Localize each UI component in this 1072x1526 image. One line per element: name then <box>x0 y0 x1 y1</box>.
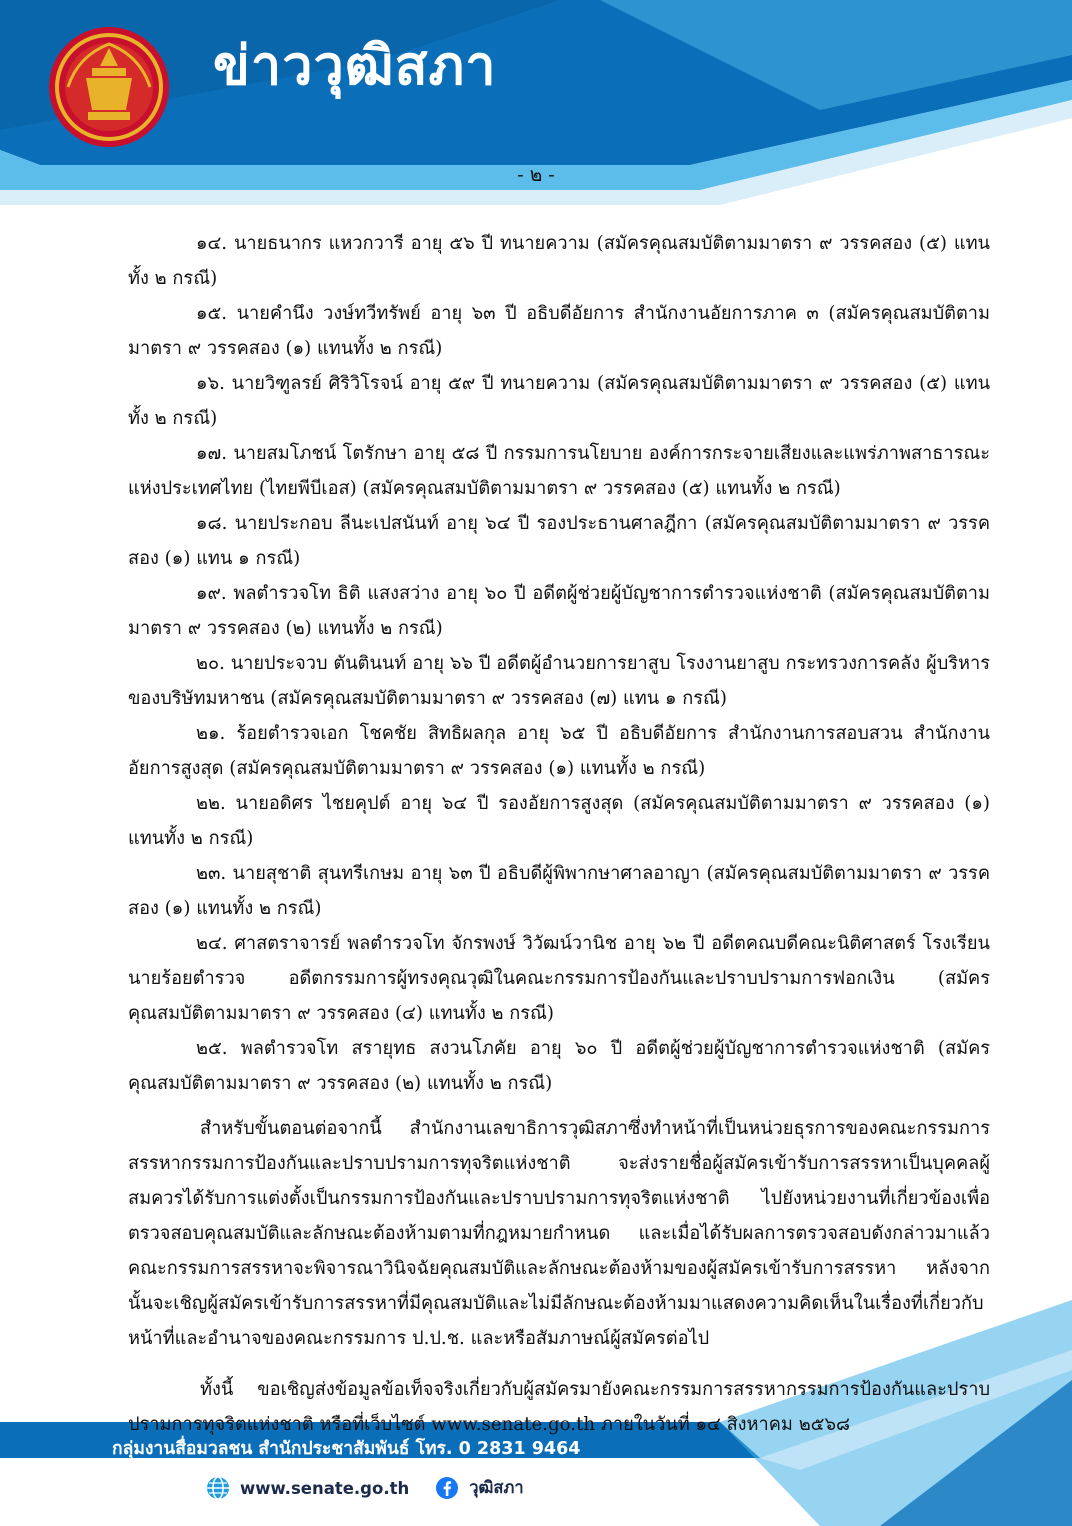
invitation-paragraph: ทั้งนี้ ขอเชิญส่งข้อมูลข้อเท็จจริงเกี่ยวกับผู้สมัครมายังคณะกรรมการสรรหากรรมการป้องกันและปราบปรามการทุจริตแห่งชาติ หรือที่เว็บไซต์ www.senate.go.th ภายในวันที่ ๑๔ สิงหาคม ๒๕๖๘ <box>128 1379 990 1435</box>
candidate-entry-23: ๒๓. นายสุชาติ สุนทรีเกษม อายุ ๖๓ ปี อธิบดีผู้พิพากษาศาลอาญา (สมัครคุณสมบัติตามมาตรา ๙ วรรคสอง (๑) แทนทั้ง ๒ กรณี) <box>128 863 990 919</box>
facebook-icon <box>435 1476 459 1500</box>
footer-contact: กลุ่มงานสื่อมวลชน สำนักประชาสัมพันธ์ โทร. 0 2831 9464 <box>112 1439 581 1459</box>
candidate-entry-15: ๑๕. นายคำนึง วงษ์ทวีทรัพย์ อายุ ๖๓ ปี อธิบดีอัยการ สำนักงานอัยการภาค ๓ (สมัครคุณสมบัติตามมาตรา ๙ วรรคสอง (๑) แทนทั้ง ๒ กรณี) <box>128 303 990 359</box>
candidate-entry-18: ๑๘. นายประกอบ ลีนะเปสนันท์ อายุ ๖๔ ปี รองประธานศาลฎีกา (สมัครคุณสมบัติตามมาตรา ๙ วรรคสอง (๑) แทน ๑ กรณี) <box>128 513 990 569</box>
candidate-entry-25: ๒๕. พลตำรวจโท สรายุทธ สงวนโภคัย อายุ ๖๐ ปี อดีตผู้ช่วยผู้บัญชาการตำรวจแห่งชาติ (สมัครคุณสมบัติตามมาตรา ๙ วรรคสอง (๒) แทนทั้ง ๒ กรณี) <box>128 1038 990 1094</box>
page-number: - ๒ - <box>517 164 555 186</box>
globe-icon <box>206 1476 230 1500</box>
candidate-entry-20: ๒๐. นายประจวบ ตันตินนท์ อายุ ๖๖ ปี อดีตผู้อำนวยการยาสูบ โรงงานยาสูบ กระทรวงการคลัง ผู้บริหารของบริษัทมหาชน (สมัครคุณสมบัติตามมาตรา ๙ วรรคสอง (๗) แทน ๑ กรณี) <box>128 653 990 709</box>
header-title: ข่าววุฒิสภา <box>213 34 497 97</box>
footer-links <box>206 1474 550 1502</box>
document-body <box>128 226 990 1442</box>
candidate-entry-14: ๑๔. นายธนากร แหวกวารี อายุ ๕๖ ปี ทนายความ (สมัครคุณสมบัติตามมาตรา ๙ วรรคสอง (๕) แทนทั้ง ๒ กรณี) <box>128 233 990 289</box>
candidate-entry-19: ๑๙. พลตำรวจโท ธิติ แสงสว่าง อายุ ๖๐ ปี อดีตผู้ช่วยผู้บัญชาการตำรวจแห่งชาติ (สมัครคุณสมบัติตามมาตรา ๙ วรรคสอง (๒) แทนทั้ง ๒ กรณี) <box>128 583 990 639</box>
candidate-entry-21: ๒๑. ร้อยตำรวจเอก โชคชัย สิทธิผลกุล อายุ ๖๕ ปี อธิบดีอัยการ สำนักงานการสอบสวน สำนักงานอัยการสูงสุด (สมัครคุณสมบัติตามมาตรา ๙ วรรคสอง (๑) แทนทั้ง ๒ กรณี) <box>128 723 990 779</box>
facebook-link[interactable]: วุฒิสภา <box>469 1478 524 1497</box>
parliament-seal-icon <box>48 26 170 148</box>
candidate-entry-24: ๒๔. ศาสตราจารย์ พลตำรวจโท จักรพงษ์ วิวัฒน์วานิช อายุ ๖๒ ปี อดีตคณบดีคณะนิติศาสตร์ โรงเรียนนายร้อยตำรวจ อดีตกรรมการผู้ทรงคุณวุฒิในคณะกรรมการป้องกันและปราบปรามการฟอกเงิน (สมัครคุณสมบัติตามมาตรา ๙ วรรคสอง (๔) แทนทั้ง ๒ กรณี) <box>128 933 990 1024</box>
candidate-entry-22: ๒๒. นายอดิศร ไชยคุปต์ อายุ ๖๔ ปี รองอัยการสูงสุด (สมัครคุณสมบัติตามมาตรา ๙ วรรคสอง (๑) แทนทั้ง ๒ กรณี) <box>128 793 990 849</box>
candidate-entry-17: ๑๗. นายสมโภชน์ โตรักษา อายุ ๕๘ ปี กรรมการนโยบาย องค์การกระจายเสียงและแพร่ภาพสาธารณะแห่งประเทศไทย (ไทยพีบีเอส) (สมัครคุณสมบัติตามมาตรา ๙ วรรคสอง (๕) แทนทั้ง ๒ กรณี) <box>128 443 990 499</box>
website-link[interactable]: www.senate.go.th <box>240 1478 410 1498</box>
procedure-paragraph: สำหรับขั้นตอนต่อจากนี้ สำนักงานเลขาธิการวุฒิสภาซึ่งทำหน้าที่เป็นหน่วยธุรการของคณะกรรมการสรรหากรรมการป้องกันและปราบปรามการทุจริตแห่งชาติ จะส่งรายชื่อผู้สมัครเข้ารับการสรรหาเป็นบุคคลผู้สมควรได้รับการแต่งตั้งเป็นกรรมการป้องกันและปราบปรามการทุจริตแห่งชาติ ไปยังหน่วยงานที่เกี่ยวข้องเพื่อตรวจสอบคุณสมบัติและลักษณะต้องห้ามตามที่กฎหมายกำหนด และเมื่อได้รับผลการตรวจสอบดังกล่าวมาแล้ว คณะกรรมการสรรหาจะพิจารณาวินิจฉัยคุณสมบัติและลักษณะต้องห้ามของผู้สมัครเข้ารับการสรรหา หลังจากนั้นจะเชิญผู้สมัครเข้ารับการสรรหาที่มีคุณสมบัติและไม่มีลักษณะต้องห้ามมาแสดงความคิดเห็นในเรื่องที่เกี่ยวกับหน้าที่และอำนาจของคณะกรรมการ ป.ป.ช. และหรือสัมภาษณ์ผู้สมัครต่อไป <box>128 1118 990 1349</box>
candidate-entry-16: ๑๖. นายวิฑูลรย์ ศิริวิโรจน์ อายุ ๕๙ ปี ทนายความ (สมัครคุณสมบัติตามมาตรา ๙ วรรคสอง (๕) แทนทั้ง ๒ กรณี) <box>128 373 990 429</box>
